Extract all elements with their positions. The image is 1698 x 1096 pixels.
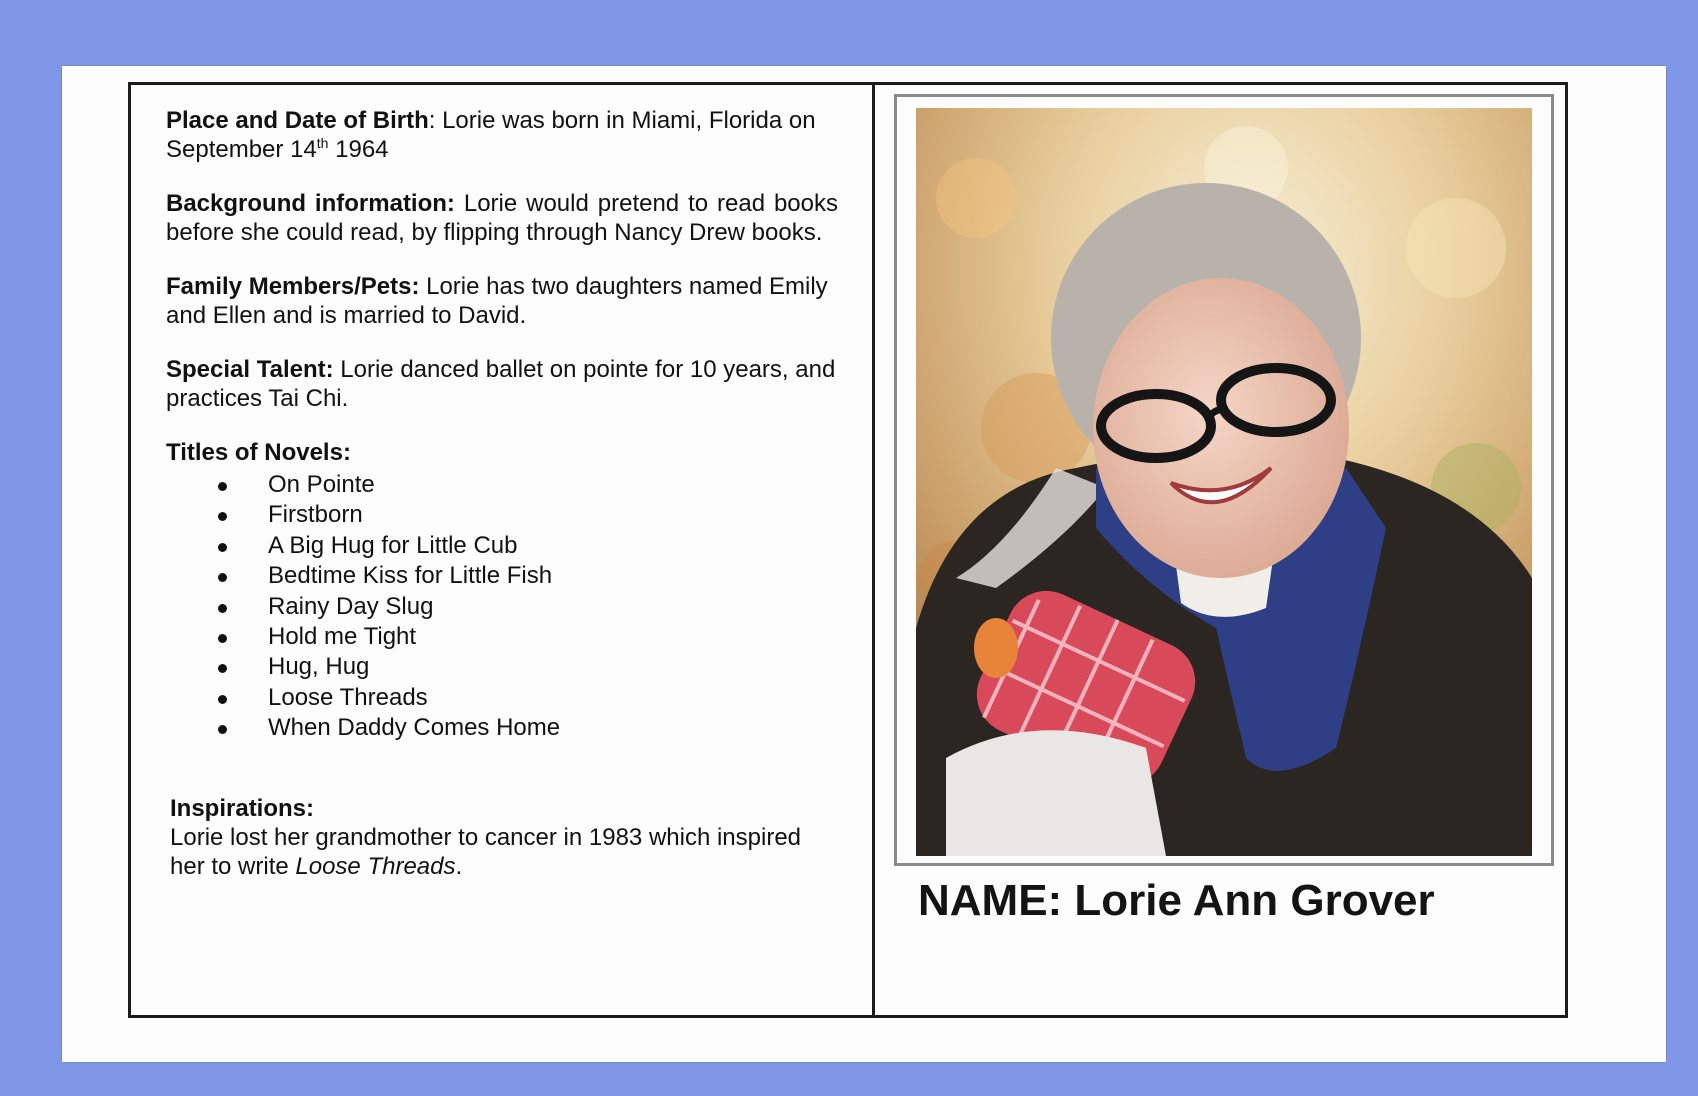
bullet-icon [218,482,227,491]
talent-text: Lorie danced ballet on pointe for 10 years, and practices Tai Chi. [166,356,836,412]
birth-text: Lorie was born in Miami, Florida on September 14 [166,107,816,163]
novel-title: Bedtime Kiss for Little Fish [268,562,553,590]
background-label: Background information: [166,190,455,217]
inspirations-label: Inspirations: [170,794,315,822]
novel-title: On Pointe [268,471,375,498]
list-item [166,531,838,561]
bullet-icon [218,634,227,643]
novel-title: Hug, Hug [268,653,370,681]
column-divider [872,82,875,1018]
bullet-icon [218,604,227,613]
birth-year: 1964 [328,136,389,163]
inspirations-book-title: Loose Threads [295,852,456,880]
bullet-icon [218,512,227,521]
novel-title: Hold me Tight [268,622,417,650]
bullet-icon [218,725,227,734]
bullet-icon [218,695,227,704]
background-section [166,189,838,247]
talent-section [166,355,838,413]
family-label: Family Members/Pets: [166,273,420,300]
inspirations-body: Lorie lost her grandmother to cancer in 1983 which inspired her to write [170,823,802,880]
list-item [166,561,838,591]
novel-title: When Daddy Comes Home [268,714,561,742]
list-item [166,592,838,622]
list-item [166,683,838,713]
inspirations-period: . [455,852,463,880]
portrait-photo-icon [916,108,1532,856]
novel-title: Loose Threads [268,683,428,711]
family-text: Lorie has two daughters named Emily and Ellen and is married to David. [166,273,828,329]
inspirations-text [170,823,838,881]
family-section [166,272,838,330]
birth-section: Place and Date of Birth: Lorie was born in Miami, Florida on September 14th 1964 [166,107,816,163]
list-item [166,470,838,500]
list-item [166,500,838,530]
info-column [166,106,838,881]
birth-ordinal: th [316,135,329,151]
bullet-icon [218,664,227,673]
profile-card [62,66,1666,1062]
inspirations-section [166,794,838,881]
list-item [166,713,838,743]
name-caption: NAME: Lorie Ann Grover [918,876,1435,925]
list-item [166,622,838,652]
birth-label: Place and Date of Birth [166,107,429,134]
novel-title: Rainy Day Slug [268,592,434,620]
background-text: Lorie would pretend to read books before she could read, by flipping through Nancy Drew books. [166,190,838,246]
talent-label: Special Talent: [166,356,334,383]
list-item [166,652,838,682]
novel-title: A Big Hug for Little Cub [268,531,518,559]
novel-title: Firstborn [268,501,363,529]
novels-list [166,470,838,744]
bullet-icon [218,543,227,552]
novels-label: Titles of Novels: [166,439,351,466]
novels-section [166,438,838,744]
bullet-icon [218,573,227,582]
